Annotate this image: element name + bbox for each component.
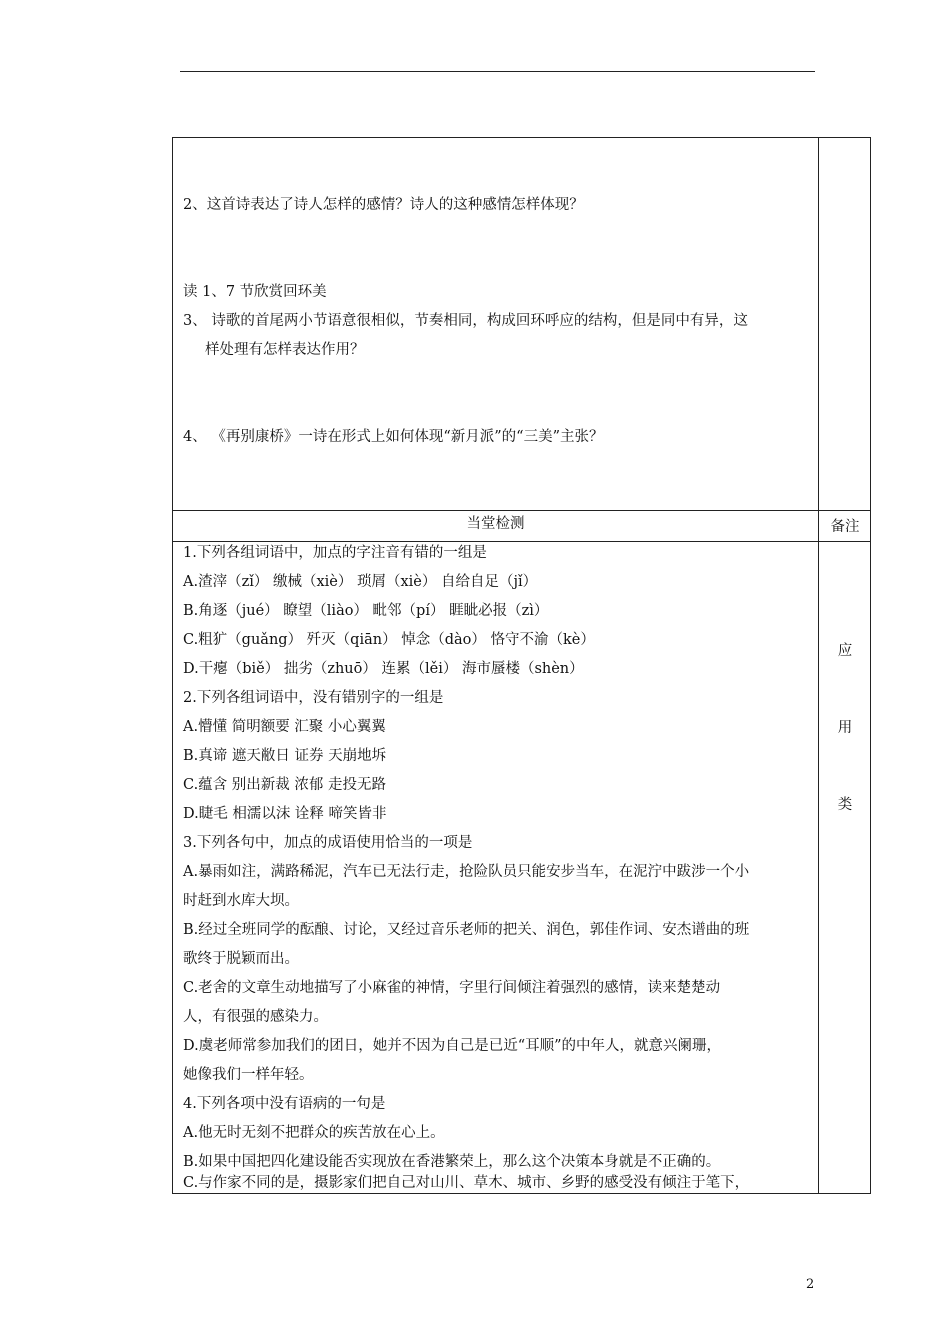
header-rule: [180, 71, 815, 72]
text-line: C.老舍的文章生动地描写了小麻雀的神情，字里行间倾注着强烈的感情，读来楚楚动: [183, 980, 721, 996]
text-line: B.如果中国把四化建设能否实现放在香港繁荣上，那么这个决策本身就是不正确的。: [183, 1154, 721, 1170]
text-line: B.角逐（jué） 瞭望（liào） 毗邻（pí） 睚眦必报（zì）: [183, 603, 549, 619]
question-4: 4、 《再别康桥》一诗在形式上如何体现“新月派”的“三美”主张？: [183, 429, 604, 445]
text-line: C.蕴含 别出新裁 浓郁 走投无路: [183, 777, 387, 793]
section-divider-top: [173, 510, 870, 511]
notes-column-divider: [818, 138, 819, 1193]
text-line: 1.下列各组词语中，加点的字注音有错的一组是: [183, 545, 487, 561]
notes-header: 备注: [830, 519, 860, 535]
text-line: D.干瘪（biě） 拙劣（zhuō） 连累（lěi） 海市蜃楼（shèn）: [183, 661, 584, 677]
side-char-1: 应: [837, 643, 853, 659]
text-line: C.与作家不同的是，摄影家们把自己对山川、草木、城市、乡野的感受没有倾注于笔下，: [183, 1175, 750, 1191]
text-line: B.真谛 遮天敝日 证券 天崩地坼: [183, 748, 387, 764]
section-title: 当堂检测: [466, 516, 525, 532]
text-line: 时赶到水库大坝。: [183, 893, 299, 909]
text-line: 4.下列各项中没有语病的一句是: [183, 1096, 386, 1112]
text-line: 她像我们一样年轻。: [183, 1067, 314, 1083]
side-char-2: 用: [837, 720, 853, 736]
text-line: 3.下列各句中，加点的成语使用恰当的一项是: [183, 835, 473, 851]
text-line: B.经过全班同学的酝酿、讨论，又经过音乐老师的把关、润色，郭佳作词、安杰谱曲的班: [183, 922, 750, 938]
text-line: A.渣滓（zǐ） 缴械（xiè） 琐屑（xiè） 自给自足（jǐ）: [183, 574, 538, 590]
section-divider-bottom: [173, 541, 870, 542]
question-3-line-1: 3、 诗歌的首尾两小节语意很相似，节奏相同，构成回环呼应的结构，但是同中有异，这: [183, 313, 748, 329]
text-line: 2.下列各组词语中，没有错别字的一组是: [183, 690, 444, 706]
text-line: A.他无时无刻不把群众的疾苦放在心上。: [183, 1125, 445, 1141]
text-line: 人，有很强的感染力。: [183, 1009, 328, 1025]
lesson-table: [172, 137, 871, 1194]
text-line: A.暴雨如注，满路稀泥，汽车已无法行走，抢险队员只能安步当车，在泥泞中跋涉一个小: [183, 864, 750, 880]
question-3-line-2: 样处理有怎样表达作用？: [205, 342, 365, 358]
text-line: 歌终于脱颖而出。: [183, 951, 299, 967]
side-char-3: 类: [837, 797, 853, 813]
text-line: D.虞老师常参加我们的团日，她并不因为自己是已近“耳顺”的中年人，就意兴阑珊，: [183, 1038, 722, 1054]
page-number: 2: [806, 1277, 815, 1292]
text-line: C.粗犷（guǎng） 歼灭（qiān） 悼念（dào） 恪守不渝（kè）: [183, 632, 595, 648]
text-line: D.睫毛 相濡以沫 诠释 啼笑皆非: [183, 806, 387, 822]
text-line: A.懵懂 简明额要 汇聚 小心翼翼: [183, 719, 386, 735]
read-label: 读 1、7 节欣赏回环美: [183, 284, 327, 300]
question-2: 2、这首诗表达了诗人怎样的感情？诗人的这种感情怎样体现？: [183, 197, 584, 213]
